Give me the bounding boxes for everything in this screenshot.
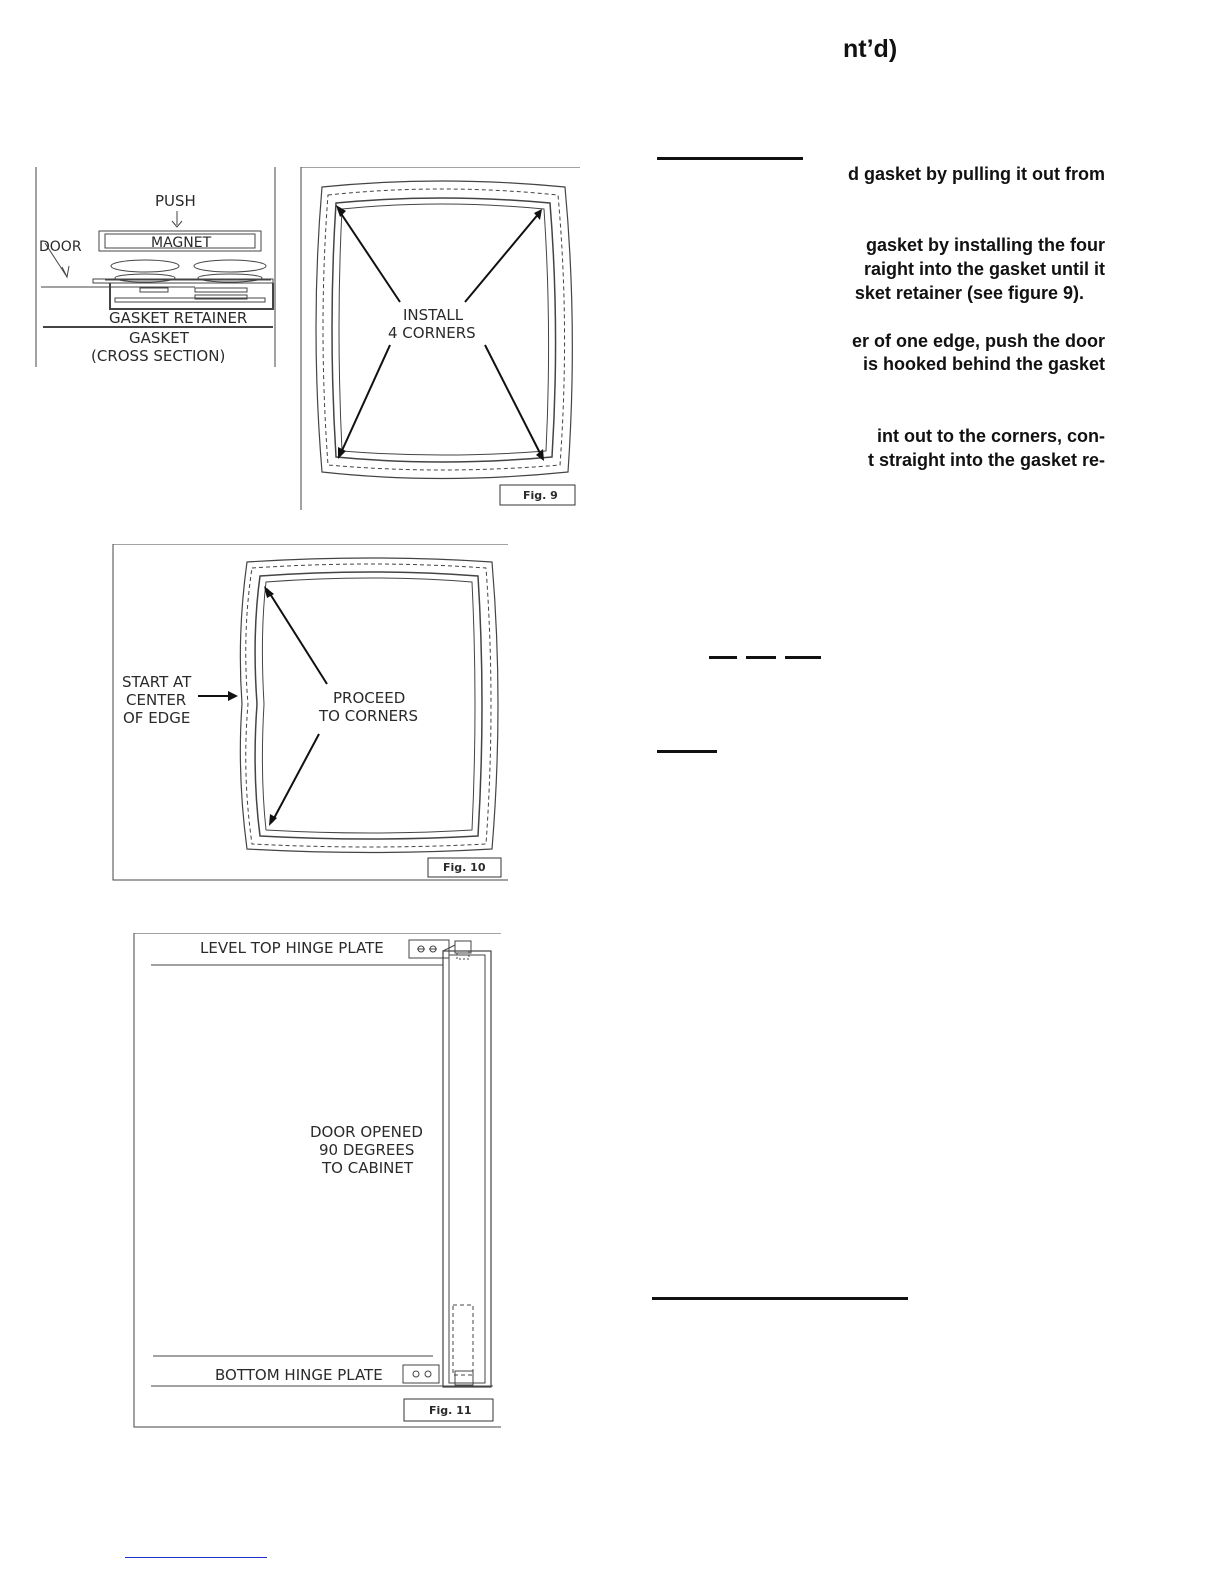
caption-fig9: Fig. 9	[523, 489, 558, 502]
body-line-2: gasket by installing the four	[865, 235, 1105, 255]
label-center: CENTER	[126, 691, 187, 709]
figure-gasket-cross-section	[35, 167, 277, 367]
label-push: PUSH	[155, 192, 196, 210]
label-door: DOOR	[39, 239, 82, 255]
body-line-3: raight into the gasket until it	[863, 259, 1105, 279]
label-door-opened: DOOR OPENED	[310, 1123, 423, 1141]
heading-rule-2	[657, 750, 717, 753]
dash-rule-3	[785, 656, 821, 659]
label-to-cabinet: TO CABINET	[322, 1159, 414, 1177]
label-top-hinge: LEVEL TOP HINGE PLATE	[200, 939, 384, 957]
body-line-7: int out to the corners, con-	[877, 426, 1105, 446]
label-start-at: START AT	[122, 673, 192, 691]
link-underline	[125, 1557, 267, 1558]
dash-rule-1	[709, 656, 737, 659]
heading-rule-1	[657, 157, 803, 160]
body-line-8: t straight into the gasket re-	[867, 450, 1105, 470]
caption-fig11: Fig. 11	[429, 1404, 472, 1417]
label-of-edge: OF EDGE	[123, 709, 191, 727]
body-line-6: is hooked behind the gasket	[862, 354, 1105, 374]
label-ninety-degrees: 90 DEGREES	[319, 1141, 415, 1159]
body-line-1: d gasket by pulling it out from	[847, 164, 1105, 184]
dash-rule-2	[746, 656, 776, 659]
label-proceed: PROCEED	[333, 689, 406, 707]
heading-rule-3	[652, 1297, 908, 1300]
caption-fig10: Fig. 10	[443, 861, 486, 874]
figure-10	[112, 544, 508, 881]
figure-9	[300, 167, 580, 510]
label-to-corners: TO CORNERS	[319, 707, 419, 725]
label-bottom-hinge: BOTTOM HINGE PLATE	[215, 1366, 383, 1384]
page-heading: nt’d)	[843, 35, 898, 63]
label-four-corners: 4 CORNERS	[388, 324, 476, 342]
body-line-5: er of one edge, push the door	[851, 331, 1105, 351]
label-gasket: GASKET	[129, 329, 189, 347]
figure-11	[133, 933, 501, 1428]
body-line-4: sket retainer (see figure 9).	[854, 283, 1084, 303]
label-cross-section: (CROSS SECTION)	[91, 347, 226, 365]
label-install: INSTALL	[403, 306, 464, 324]
label-magnet: MAGNET	[151, 235, 212, 251]
label-gasket-retainer: GASKET RETAINER	[109, 309, 248, 327]
